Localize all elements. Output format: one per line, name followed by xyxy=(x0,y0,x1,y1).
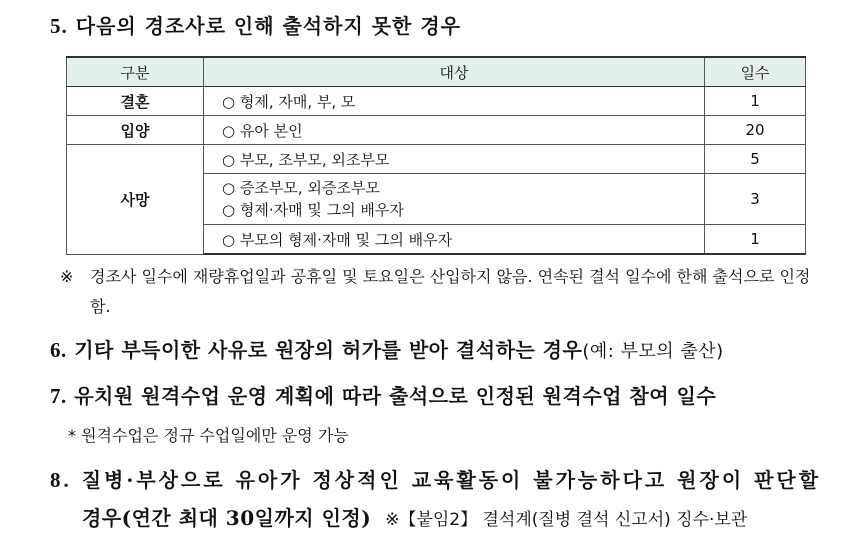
section-8-heading xyxy=(50,464,821,493)
days-cell: 3 xyxy=(705,174,806,225)
section-7-heading xyxy=(50,380,716,409)
table-row xyxy=(67,145,806,174)
section-title-line2: 경우(연간 최대 30일까지 인정) xyxy=(82,506,372,530)
section-6-heading xyxy=(50,334,724,363)
section-7-subnote: * 원격수업은 정규 수업일에만 운영 가능 xyxy=(68,426,349,445)
days-cell: 5 xyxy=(705,145,806,174)
section-example: (예: 부모의 출산) xyxy=(582,341,724,362)
table-row xyxy=(67,87,806,116)
target-cell: ○ 부모의 형제·자매 및 그의 배우자 xyxy=(204,225,705,255)
days-cell: 1 xyxy=(705,225,806,255)
section-number: 5. xyxy=(50,14,68,38)
section-title: 기타 부득이한 사유로 원장의 허가를 받아 결석하는 경우 xyxy=(74,338,583,362)
target-cell xyxy=(204,174,705,225)
section-number: 6. xyxy=(50,338,67,362)
target-cell: ○ 유아 본인 xyxy=(204,116,705,145)
section-title: 다음의 경조사로 인해 출석하지 못한 경우 xyxy=(75,14,461,38)
table-row xyxy=(67,116,806,145)
category-cell: 사망 xyxy=(67,145,204,255)
condolence-table xyxy=(66,56,806,255)
header-target: 대상 xyxy=(204,57,705,87)
days-cell: 1 xyxy=(705,87,806,116)
section-5-heading xyxy=(50,10,461,39)
note-paragraph xyxy=(60,262,820,322)
days-cell: 20 xyxy=(705,116,806,145)
section-number: 7. xyxy=(50,384,67,408)
section-number: 8. xyxy=(50,468,72,492)
category-cell: 결혼 xyxy=(67,87,204,116)
target-cell: ○ 형제, 자매, 부, 모 xyxy=(204,87,705,116)
attachment-reference: ※【붙임2】 결석계(질병 결석 신고서) 징수·보관 xyxy=(385,510,748,530)
category-cell: 입양 xyxy=(67,116,204,145)
target-line: ○ 형제·자매 및 그의 배우자 xyxy=(222,201,404,219)
table-header-row xyxy=(67,57,806,87)
header-days: 일수 xyxy=(705,57,806,87)
section-title: 유치원 원격수업 운영 계획에 따라 출석으로 인정된 원격수업 참여 일수 xyxy=(74,384,717,408)
section-title-line1: 질병·부상으로 유아가 정상적인 교육활동이 불가능하다고 원장이 판단할 xyxy=(81,468,822,492)
target-cell: ○ 부모, 조부모, 외조부모 xyxy=(204,145,705,174)
note-text: 경조사 일수에 재량휴업일과 공휴일 및 토요일은 산입하지 않음. 연속된 결석 일수에 한해 출석으로 인정함. xyxy=(90,267,811,316)
header-category: 구분 xyxy=(67,57,204,87)
section-8-heading-cont xyxy=(82,502,747,531)
reference-mark: ※ xyxy=(60,267,74,286)
target-line: ○ 증조부모, 외증조부모 xyxy=(222,179,380,197)
